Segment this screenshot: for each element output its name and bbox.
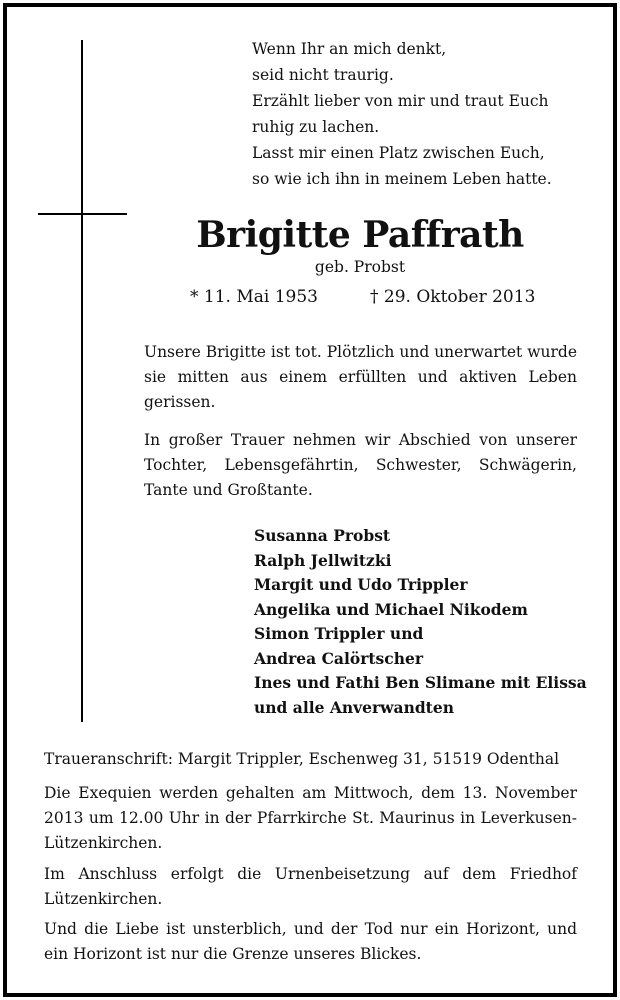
- maiden-name: geb. Probst: [314, 258, 406, 276]
- mourner: Andrea Calörtscher: [254, 648, 423, 668]
- poem-line: Erzählt lieber von mir und traut Euch: [252, 92, 549, 110]
- birth-date: * 11. Mai 1953: [190, 287, 318, 307]
- closing-quote: Und die Liebe ist unsterblich, und der Tod nur ein Horizont, und ein Horizont ist nur die Grenze unseres Blickes.: [44, 920, 577, 963]
- mourning-address: Traueranschrift: Margit Trippler, Eschenweg 31, 51519 Odenthal: [44, 750, 560, 768]
- mourner: Ralph Jellwitzki: [254, 550, 392, 570]
- mourner: Margit und Udo Trippler: [254, 575, 468, 594]
- mourner: Angelika und Michael Nikodem: [254, 599, 528, 619]
- poem-line: Lasst mir einen Platz zwischen Euch,: [252, 144, 545, 162]
- farewell-paragraph: In großer Trauer nehmen wir Abschied von unserer Tochter, Lebensgefährtin, Schwester, Schwägerin, Tante und Großtante.: [144, 431, 577, 499]
- mourner: Simon Trippler und: [254, 624, 424, 643]
- exequies-info: Die Exequien werden gehalten am Mittwoch, dem 13. November 2013 um 12.00 Uhr in der Pfarrkirche St. Maurinus in Leverkusen-Lützenkirchen.: [44, 784, 577, 852]
- burial-info: Im Anschluss erfolgt die Urnenbeisetzung auf dem Friedhof Lützenkirchen.: [44, 865, 577, 908]
- poem-line: Wenn Ihr an mich denkt,: [252, 40, 447, 58]
- deceased-name: Brigitte Paffrath: [196, 214, 524, 256]
- poem-line: seid nicht traurig.: [252, 66, 394, 84]
- death-date: † 29. Oktober 2013: [370, 287, 536, 307]
- mourner: Susanna Probst: [254, 526, 391, 545]
- mourner: Ines und Fathi Ben Slimane mit Elissa: [254, 673, 587, 692]
- cross-icon: [81, 40, 83, 722]
- poem: [252, 36, 582, 192]
- mourners-list: [254, 524, 587, 720]
- poem-line: so wie ich ihn in meinem Leben hatte.: [252, 170, 552, 188]
- announcement-paragraph: Unsere Brigitte ist tot. Plötzlich und unerwartet wurde sie mitten aus einem erfüllten und aktiven Leben gerissen.: [144, 343, 577, 411]
- poem-line: ruhig zu lachen.: [252, 118, 380, 136]
- mourner: und alle Anverwandten: [254, 697, 454, 717]
